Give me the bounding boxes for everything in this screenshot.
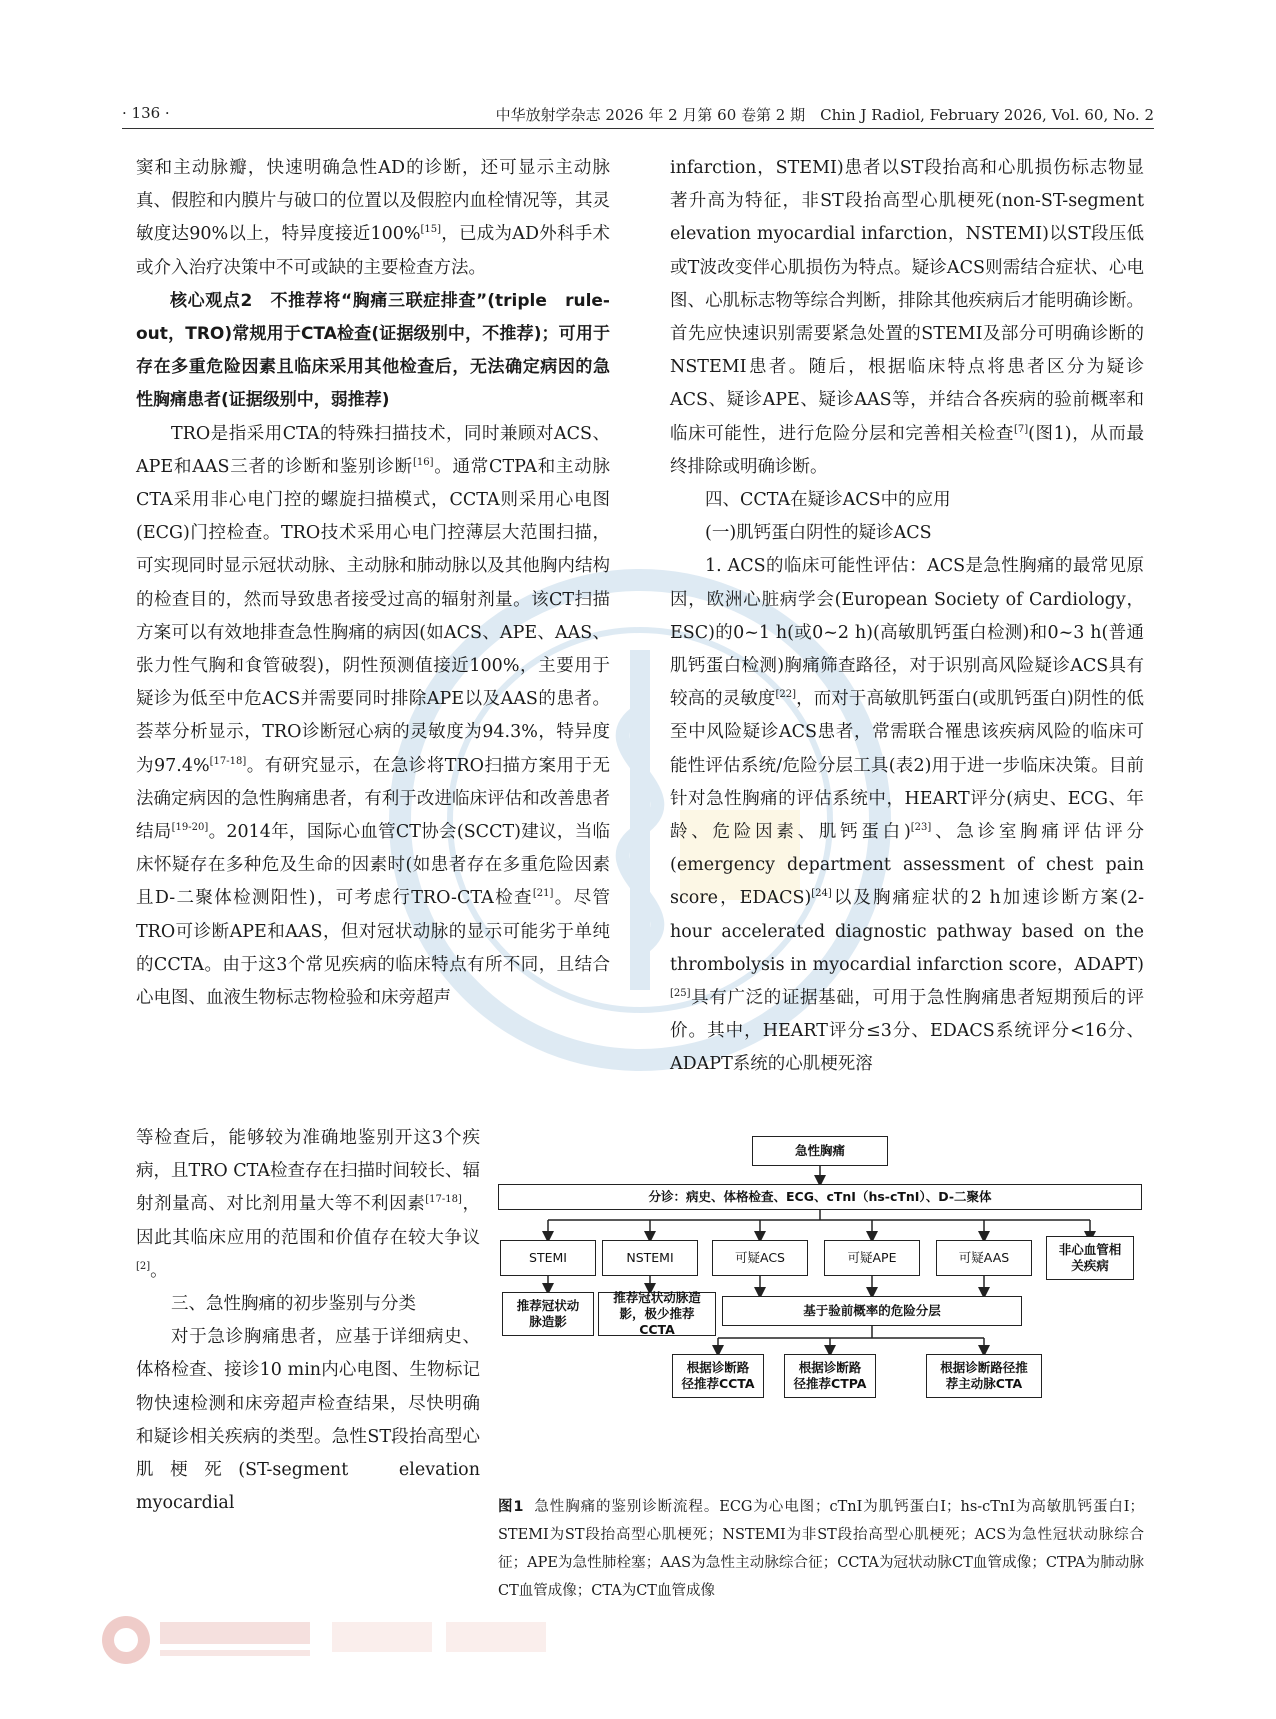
caption-text: 急性胸痛的鉴别诊断流程。ECG为心电图；cTnI为肌钙蛋白I；hs-cTnI为高敏肌钙蛋白I；STEMI为ST段抬高型心肌梗死；NSTEMI为非ST段抬高型心肌梗死；ACS为急性冠状动脉综合征；APE为急性肺栓塞；AAS为急性主动脉综合征；CCTA为冠状动脉CT血管成像；CTPA为肺动脉CT血管成像；CTA为CT血管成像	[498, 1499, 1144, 1599]
citation-ref: [22]	[775, 689, 797, 701]
node-suspected-acs: 可疑ACS	[712, 1240, 808, 1276]
node-stemi: STEMI	[500, 1240, 596, 1276]
section-heading-4: 四、CCTA在疑诊ACS中的应用	[705, 490, 951, 511]
citation-ref: [7]	[1013, 423, 1029, 435]
journal-citation: 中华放射学杂志 2026 年 2 月第 60 卷第 2 期 Chin J Radiol, February 2026, Vol. 60, No. 2	[495, 106, 1154, 124]
node-nstemi: NSTEMI	[602, 1240, 698, 1276]
core-point-2: 核心观点2 不推荐将“胸痛三联症排查”(triple rule-out，TRO)常规用于CTA检查(证据级别中，不推荐)；可用于存在多重危险因素且临床采用其他检查后，无法确定病因的急性胸痛患者(证据级别中，弱推荐)	[136, 290, 610, 411]
figure-caption	[498, 1493, 1144, 1605]
citation-ref: [15]	[420, 224, 442, 236]
paragraph: 窦和主动脉瓣，快速明确急性AD的诊断，还可显示主动脉真、假腔和内膜片与破口的位置以及假腔内血栓情况等，其灵敏度达90%以上，特异度接近100%[15]，已成为AD外科手术或介入治疗决策中不可或缺的主要检查方法。	[136, 158, 610, 278]
citation-ref: [21]	[532, 888, 554, 900]
node-acute-chest-pain: 急性胸痛	[752, 1136, 888, 1166]
section-heading-3: 三、急性胸痛的初步鉴别与分类	[171, 1294, 416, 1315]
publisher-logo	[96, 1610, 566, 1670]
node-nstemi-recommendation: 推荐冠状动脉造影，极少推荐CCTA	[598, 1292, 716, 1336]
node-stemi-recommendation: 推荐冠状动脉造影	[502, 1292, 594, 1336]
header-rule	[122, 128, 1154, 129]
node-triage: 分诊：病史、体格检查、ECG、cTnI（hs-cTnI）、D-二聚体	[498, 1184, 1142, 1210]
node-risk-stratification: 基于验前概率的危险分层	[722, 1296, 1022, 1326]
citation-ref: [2]	[136, 1260, 151, 1272]
left-column	[136, 152, 610, 1015]
node-suspected-aas: 可疑AAS	[936, 1240, 1032, 1276]
paragraph: 等检查后，能够较为准确地鉴别开这3个疾病，且TRO CTA检查存在扫描时间较长、辐射剂量高、对比剂用量大等不利因素[17-18]，因此其临床应用的范围和价值存在较大争议[2]。	[136, 1128, 481, 1281]
page-number: · 136 ·	[122, 104, 170, 122]
subsection-heading: (一)肌钙蛋白阴性的疑诊ACS	[705, 523, 932, 544]
paragraph: infarction，STEMI)患者以ST段抬高和心肌损伤标志物显著升高为特征，非ST段抬高型心肌梗死(non-ST-segment elevation myocardial infarction，NSTEMI)以ST段压低或T波改变伴心肌损伤为特点。疑诊ACS则需结合症状、心电图、心肌标志物等综合判断，排除其他疾病后才能明确诊断。首先应快速识别需要紧急处置的STEMI及部分可明确诊断的NSTEMI患者。随后，根据临床特点将患者区分为疑诊ACS、疑诊APE、疑诊AAS等，并结合各疾病的验前概率和临床可能性，进行危险分层和完善相关检查[7](图1)，从而最终排除或明确诊断。	[670, 158, 1145, 477]
right-column	[670, 152, 1144, 1082]
paragraph: 对于急诊胸痛患者，应基于详细病史、体格检查、接诊10 min内心电图、生物标记物快速检测和床旁超声检查结果，尽快明确和疑诊相关疾病的类型。急性ST段抬高型心肌梗死(ST-segment elevation myocardial	[136, 1327, 498, 1514]
node-suspected-ape: 可疑APE	[824, 1240, 920, 1276]
citation-ref: [16]	[412, 456, 434, 468]
citation-ref: [24]	[811, 888, 832, 900]
figure-1-flowchart	[490, 1130, 1150, 1480]
running-header	[122, 104, 1154, 130]
node-non-cardiovascular: 非心血管相关疾病	[1046, 1236, 1134, 1280]
citation-ref: [25]	[670, 988, 691, 1000]
paragraph: 1. ACS的临床可能性评估：ACS是急性胸痛的最常见原因，欧洲心脏病学会(European Society of Cardiology，ESC)的0~1 h(或0~2 h)(高敏肌钙蛋白检测)和0~3 h(普通肌钙蛋白检测)胸痛筛查路径，对于识别高风险疑诊ACS具有较高的灵敏度[22]，而对于高敏肌钙蛋白(或肌钙蛋白)阴性的低至中风险疑诊ACS患者，常需联合罹患该疾病风险的临床可能性评估系统/危险分层工具(表2)用于进一步临床决策。目前针对急性胸痛的评估系统中，HEART评分(病史、ECG、年龄、危险因素、肌钙蛋白)[23]、急诊室胸痛评估评分(emergency department assessment of chest pain score，EDACS)[24]以及胸痛症状的2 h加速诊断方案(2-hour accelerated diagnostic pathway based on the thrombolysis in myocardial infarction score，ADAPT)[25]具有广泛的证据基础，可用于急性胸痛患者短期预后的评价。其中，HEART评分≤3分、EDACS系统评分<16分、ADAPT系统的心肌梗死溶	[670, 556, 1144, 1075]
citation-ref: [17-18]	[209, 755, 247, 767]
citation-ref: [19-20]	[171, 822, 209, 834]
left-column-wrapped	[136, 1122, 498, 1520]
citation-ref: [17-18]	[425, 1194, 462, 1206]
citation-ref: [23]	[910, 822, 932, 834]
node-recommend-ccta: 根据诊断路径推荐CCTA	[672, 1354, 764, 1398]
paragraph: TRO是指采用CTA的特殊扫描技术，同时兼顾对ACS、APE和AAS三者的诊断和鉴别诊断[16]。通常CTPA和主动脉CTA采用非心电门控的螺旋扫描模式，CCTA则采用心电图(ECG)门控检查。TRO技术采用心电门控薄层大范围扫描，可实现同时显示冠状动脉、主动脉和肺动脉以及其他胸内结构的检查目的，然而导致患者接受过高的辐射剂量。该CT扫描方案可以有效地排查急性胸痛的病因(如ACS、APE、AAS、张力性气胸和食管破裂)，阴性预测值接近100%，主要用于疑诊为低至中危ACS并需要同时排除APE以及AAS的患者。荟萃分析显示，TRO诊断冠心病的灵敏度为94.3%，特异度为97.4%[17-18]。有研究显示，在急诊将TRO扫描方案用于无法确定病因的急性胸痛患者，有利于改进临床评估和改善患者结局[19-20]。2014年，国际心血管CT协会(SCCT)建议，当临床怀疑存在多种危及生命的因素时(如患者存在多重危险因素且D-二聚体检测阳性)，可考虑行TRO-CTA检查[21]。尽管TRO可诊断APE和AAS，但对冠状动脉的显示可能劣于单纯的CCTA。由于这3个常见疾病的临床特点有所不同，且结合心电图、血液生物标志物检验和床旁超声	[136, 423, 611, 1009]
node-recommend-aortic-cta: 根据诊断路径推荐主动脉CTA	[926, 1354, 1042, 1398]
figure-label: 图1	[498, 1499, 524, 1515]
node-recommend-ctpa: 根据诊断路径推荐CTPA	[784, 1354, 876, 1398]
